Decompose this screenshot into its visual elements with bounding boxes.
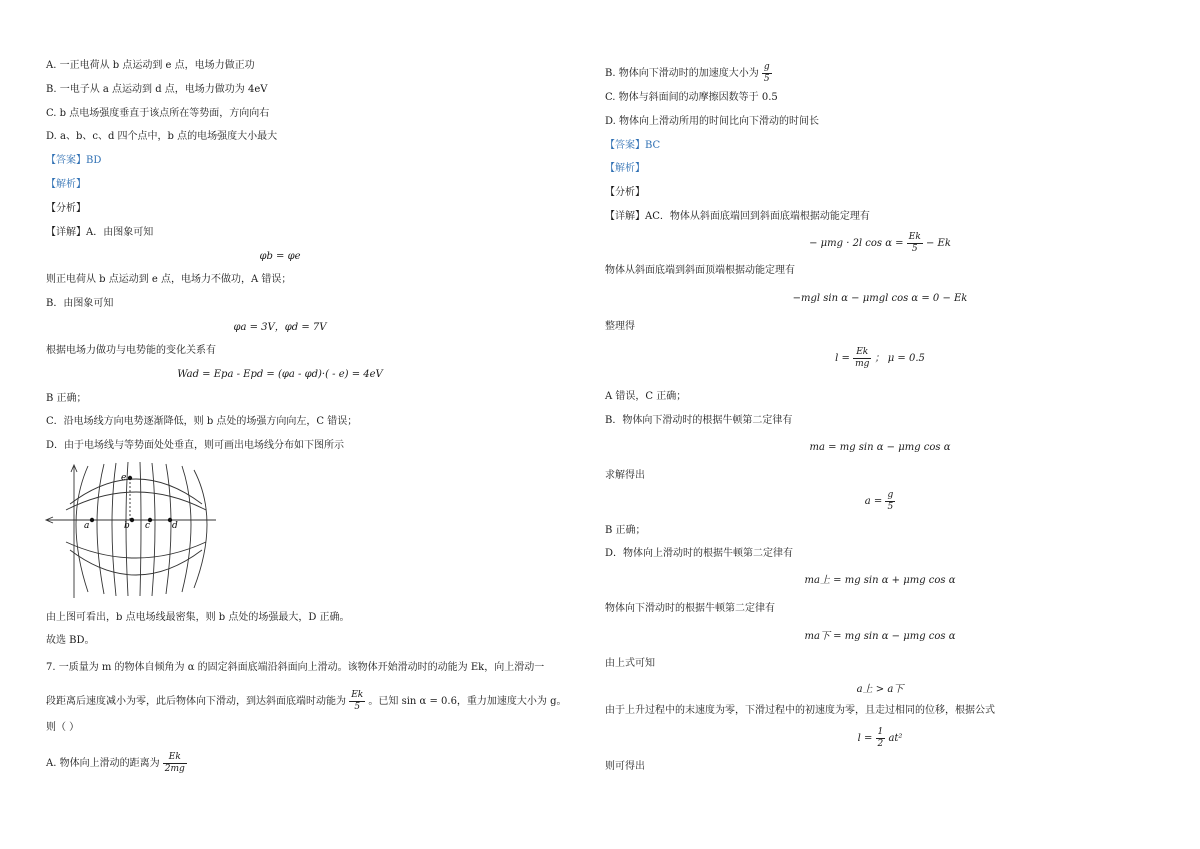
answer-label: 【答案】BD bbox=[46, 155, 102, 166]
field-line-figure bbox=[44, 460, 224, 600]
text-2: B．由图象可知 bbox=[46, 298, 114, 309]
field-line bbox=[166, 464, 171, 594]
field-line bbox=[152, 463, 155, 596]
text-11: 则可得出 bbox=[605, 761, 645, 772]
equipotential-arc bbox=[70, 550, 202, 575]
option-d: D. a、b、c、d 四个点中，b 点的电场强度大小最大 bbox=[46, 131, 278, 142]
label-c: c bbox=[145, 521, 151, 531]
option-c: C. 物体与斜面间的动摩擦因数等于 0.5 bbox=[605, 92, 778, 103]
text-1: 物体从斜面底端到斜面顶端根据动能定理有 bbox=[605, 265, 795, 276]
option-b: B. 一电子从 a 点运动到 d 点，电场力做功为 4eV bbox=[46, 84, 268, 95]
question-7-line-1: 7. 一质量为 m 的物体自倾角为 α 的固定斜面底端沿斜面向上滑动。该物体开始滑动时的动能为 Ek，向上滑动一 bbox=[46, 662, 545, 673]
field-line bbox=[140, 462, 141, 596]
fraction-one-half: $\frac{1}{2}$ bbox=[877, 727, 884, 749]
equation-2: φa = 3V，φd = 7V bbox=[233, 322, 327, 333]
text-10: 由于上升过程中的末速度为零，下滑过程中的初速度为零，且走过相同的位移，根据公式 bbox=[605, 705, 995, 716]
label-a: a bbox=[84, 521, 90, 531]
fraction-ek-over-2mg: $\frac{Ek}{2mg}$ bbox=[164, 752, 185, 774]
question-7-line-3: 则（ ） bbox=[46, 722, 80, 733]
text-8: 物体向下滑动时的根据牛顿第二定律有 bbox=[605, 603, 775, 614]
field-line bbox=[112, 463, 116, 596]
text-4: B 正确； bbox=[46, 393, 87, 404]
fraction-ek-over-mg: $\frac{Ek}{mg}$ bbox=[855, 347, 870, 369]
option-a: A. 一正电荷从 b 点运动到 e 点，电场力做正功 bbox=[46, 60, 255, 71]
label-e: e bbox=[121, 473, 127, 483]
equation-7: ma下 = mg sin α − μmg cos α bbox=[804, 631, 956, 642]
equation-8: a上 > a下 bbox=[856, 684, 904, 695]
text-7: D．物体向上滑动时的根据牛顿第二定律有 bbox=[605, 548, 794, 559]
text-4: B．物体向下滑动时的根据牛顿第二定律有 bbox=[605, 415, 793, 426]
label-b: b bbox=[124, 521, 130, 531]
label-d: d bbox=[172, 521, 178, 531]
equipotential-arc bbox=[66, 542, 206, 558]
equation-4: ma = mg sin α − μmg cos α bbox=[809, 442, 951, 453]
question-7-line-2: 段距离后速度减小为零，此后物体向下滑动，到达斜面底端时动能为 $\frac{Ek}{5}$ 。已知 sin α = 0.6，重力加速度大小为 g。 bbox=[46, 690, 567, 712]
fraction-g-over-5: $\frac{g}{5}$ bbox=[763, 62, 770, 84]
fraction-ek-over-5: $\frac{Ek}{5}$ bbox=[908, 232, 921, 254]
equation-1: − μmg · 2l cos α = $\frac{Ek}{5}$ − Ek bbox=[809, 232, 951, 254]
fraction-g-over-5: $\frac{g}{5}$ bbox=[887, 490, 894, 512]
text-9: 由上式可知 bbox=[605, 658, 655, 669]
fraction-ek-over-5: $\frac{Ek}{5}$ bbox=[351, 690, 364, 712]
point-a-dot bbox=[90, 518, 94, 522]
question-7-option-a: A. 物体向上滑动的距离为 $\frac{Ek}{2mg}$ bbox=[46, 752, 185, 774]
equation-2: −mgl sin α − μmgl cos α = 0 − Ek bbox=[792, 293, 968, 304]
text-6: B 正确； bbox=[605, 525, 646, 536]
fenxi-label: 【分析】 bbox=[605, 187, 645, 198]
option-d: D. 物体向上滑动所用的时间比向下滑动的时间长 bbox=[605, 116, 820, 127]
detail-a: 【详解】A．由图象可知 bbox=[46, 227, 154, 238]
option-c: C. b 点电场强度垂直于该点所在等势面，方向向右 bbox=[46, 108, 270, 119]
fenxi-label: 【分析】 bbox=[46, 203, 86, 214]
detail-ac: 【详解】AC．物体从斜面底端回到斜面底端根据动能定理有 bbox=[605, 211, 870, 222]
equation-3: Wad = Epa - Epd = (φa - φd)·( - e) = 4eV bbox=[177, 369, 383, 380]
equation-5: a = $\frac{g}{5}$ bbox=[864, 490, 894, 512]
text-5: 求解得出 bbox=[605, 470, 645, 481]
equation-9: l = $\frac{1}{2}$ at² bbox=[857, 727, 903, 749]
text-1: 则正电荷从 b 点运动到 e 点，电场力不做功，A 错误； bbox=[46, 274, 292, 285]
text-6: D．由于电场线与等势面处处垂直，则可画出电场线分布如下图所示 bbox=[46, 440, 345, 451]
equipotential-arc bbox=[66, 492, 206, 510]
field-line bbox=[97, 464, 104, 594]
equation-6: ma上 = mg sin α + μmg cos α bbox=[804, 575, 956, 586]
text-5: C．沿电场线方向电势逐渐降低，则 b 点处的场强方向向左，C 错误； bbox=[46, 416, 358, 427]
text-3: 根据电场力做功与电势能的变化关系有 bbox=[46, 345, 216, 356]
text-2: 整理得 bbox=[605, 321, 635, 332]
text-3: A 错误，C 正确； bbox=[605, 391, 687, 402]
equation-3: l = $\frac{Ek}{mg}$ ； μ = 0.5 bbox=[835, 347, 925, 369]
answer-label: 【答案】BC bbox=[605, 140, 661, 151]
field-line bbox=[194, 470, 207, 588]
analysis-label: 【解析】 bbox=[46, 179, 86, 190]
right-column bbox=[600, 0, 1160, 849]
field-line bbox=[182, 466, 191, 592]
analysis-label: 【解析】 bbox=[605, 163, 645, 174]
point-b-dot bbox=[130, 518, 134, 522]
equation-1: φb = φe bbox=[259, 251, 301, 262]
text-7: 由上图可看出，b 点电场线最密集，则 b 点处的场强最大，D 正确。 bbox=[46, 612, 350, 623]
option-b: B. 物体向下滑动时的加速度大小为 $\frac{g}{5}$ bbox=[605, 62, 770, 84]
text-8: 故选 BD。 bbox=[46, 635, 95, 646]
left-column bbox=[0, 0, 567, 849]
